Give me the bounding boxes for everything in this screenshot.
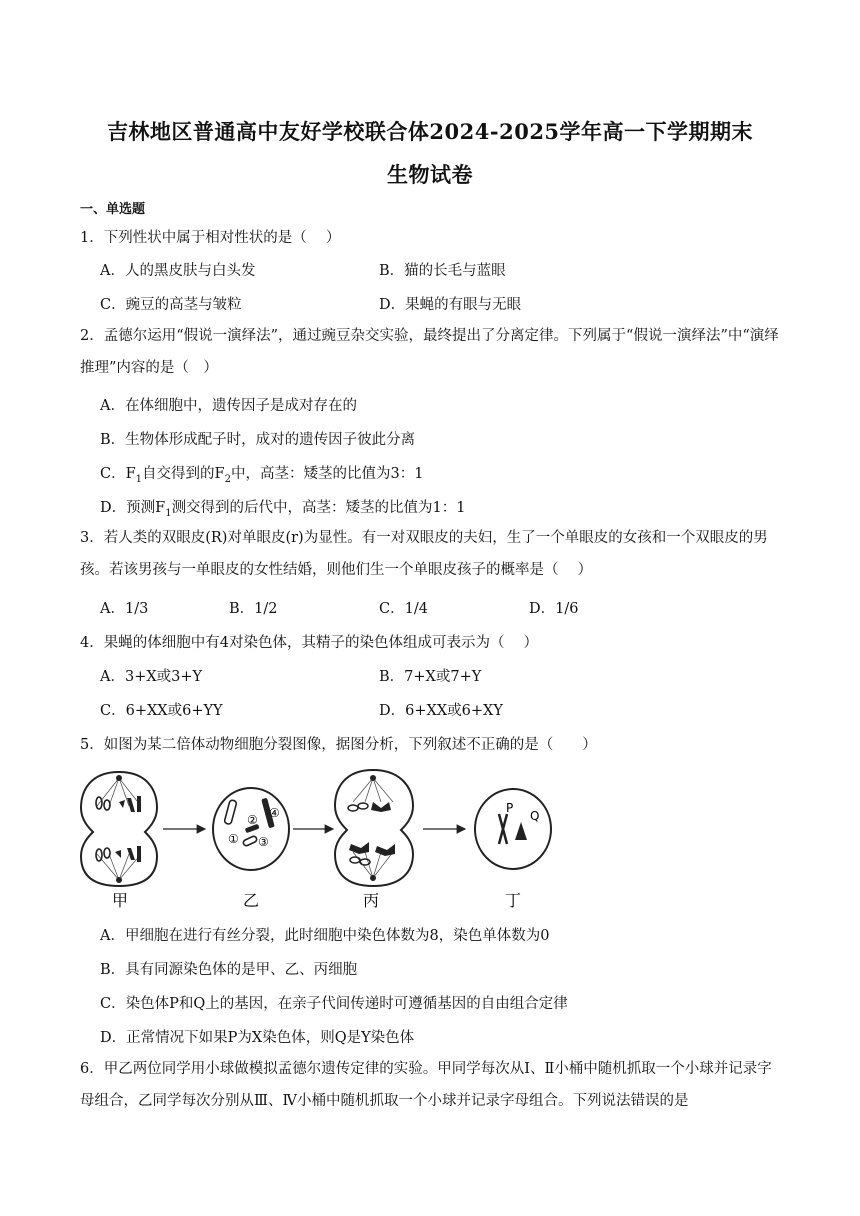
mark-q: Q bbox=[530, 809, 540, 823]
question-4-option-a: A．3+X或3+Y bbox=[100, 669, 203, 685]
label-jia: 甲 bbox=[112, 891, 129, 910]
question-2-option-c: C．$F_1$自交得到的$F_2$中，高茎：矮茎的比值为3：1 bbox=[100, 466, 424, 485]
question-2-option-a: A．在体细胞中，遗传因子是成对存在的 bbox=[100, 398, 357, 414]
question-5-option-b: B．具有同源染色体的是甲、乙、丙细胞 bbox=[100, 962, 358, 978]
question-3-option-c: C．1/4 bbox=[379, 601, 428, 617]
cell-bing bbox=[335, 770, 413, 886]
cell-jia bbox=[81, 772, 157, 886]
question-4-option-d: D．6+XX或6+XY bbox=[379, 703, 503, 719]
label-bing: 丙 bbox=[363, 891, 380, 910]
mark-3: ③ bbox=[258, 835, 269, 849]
cell-division-figure bbox=[75, 762, 575, 912]
cell-yi bbox=[213, 788, 289, 870]
exam-title: 吉林地区普通高中友好学校联合体2024-2025学年高一下学期期末 bbox=[106, 119, 754, 144]
question-3-option-b: B．1/2 bbox=[229, 601, 278, 617]
question-4-stem: 4．果蝇的体细胞中有4对染色体，其精子的染色体组成可表示为（ ） bbox=[80, 635, 539, 651]
question-5-option-a: A．甲细胞在进行有丝分裂，此时细胞中染色体数为8，染色单体数为0 bbox=[100, 928, 550, 944]
question-1-stem: 1．下列性状中属于相对性状的是（ ） bbox=[80, 230, 341, 246]
question-6-stem: 6．甲乙两位同学用小球做模拟孟德尔遗传定律的实验。甲同学每次从Ⅰ、Ⅱ小桶中随机抓取一个小球并记录字母组合，乙同学每次分别从Ⅲ、Ⅳ小桶中随机抓取一个小球并记录字母组合。下列说法错误的是 bbox=[80, 1061, 772, 1109]
question-2-option-b: B．生物体形成配子时，成对的遗传因子彼此分离 bbox=[100, 432, 416, 448]
mark-p: P bbox=[506, 801, 514, 815]
mark-1: ① bbox=[228, 832, 239, 846]
question-5-stem: 5．如图为某二倍体动物细胞分裂图像，据图分析，下列叙述不正确的是（ ） bbox=[80, 737, 597, 753]
question-3-stem: 3．若人类的双眼皮(R)对单眼皮(r)为显性。有一对双眼皮的夫妇，生了一个单眼皮的女孩和一个双眼皮的男孩。若该男孩与一单眼皮的女性结婚，则他们生一个单眼皮孩子的概率是（ ） bbox=[80, 530, 768, 578]
question-1-option-a: A．人的黑皮肤与白头发 bbox=[100, 263, 256, 279]
question-4-option-c: C．6+XX或6+YY bbox=[100, 703, 223, 719]
mark-2: ② bbox=[247, 813, 258, 827]
question-1-option-d: D．果蝇的有眼与无眼 bbox=[379, 297, 522, 313]
label-yi: 乙 bbox=[243, 891, 260, 910]
question-5-option-d: D．正常情况下如果P为X染色体，则Q是Y染色体 bbox=[100, 1030, 415, 1046]
cell-ding bbox=[475, 789, 551, 869]
question-3-option-d: D．1/6 bbox=[529, 601, 579, 617]
section-heading: 一、单选题 bbox=[80, 202, 146, 217]
question-1-option-c: C．豌豆的高茎与皱粒 bbox=[100, 297, 242, 313]
mark-4: ④ bbox=[269, 806, 280, 820]
question-1-option-b: B．猫的长毛与蓝眼 bbox=[379, 263, 506, 279]
label-ding: 丁 bbox=[505, 891, 522, 910]
exam-subtitle: 生物试卷 bbox=[387, 162, 473, 187]
question-2-option-d: D．预测$F_1$测交得到的后代中，高茎：矮茎的比值为1：1 bbox=[100, 500, 466, 519]
question-3-option-a: A．1/3 bbox=[100, 601, 149, 617]
question-5-option-c: C．染色体P和Q上的基因，在亲子代间传递时可遵循基因的自由组合定律 bbox=[100, 996, 568, 1012]
question-4-option-b: B．7+X或7+Y bbox=[379, 669, 482, 685]
question-2-stem: 2．孟德尔运用“假说一演绎法”，通过豌豆杂交实验，最终提出了分离定律。下列属于“假说一演绎法”中“演绎推理”内容的是（ ） bbox=[80, 328, 779, 376]
